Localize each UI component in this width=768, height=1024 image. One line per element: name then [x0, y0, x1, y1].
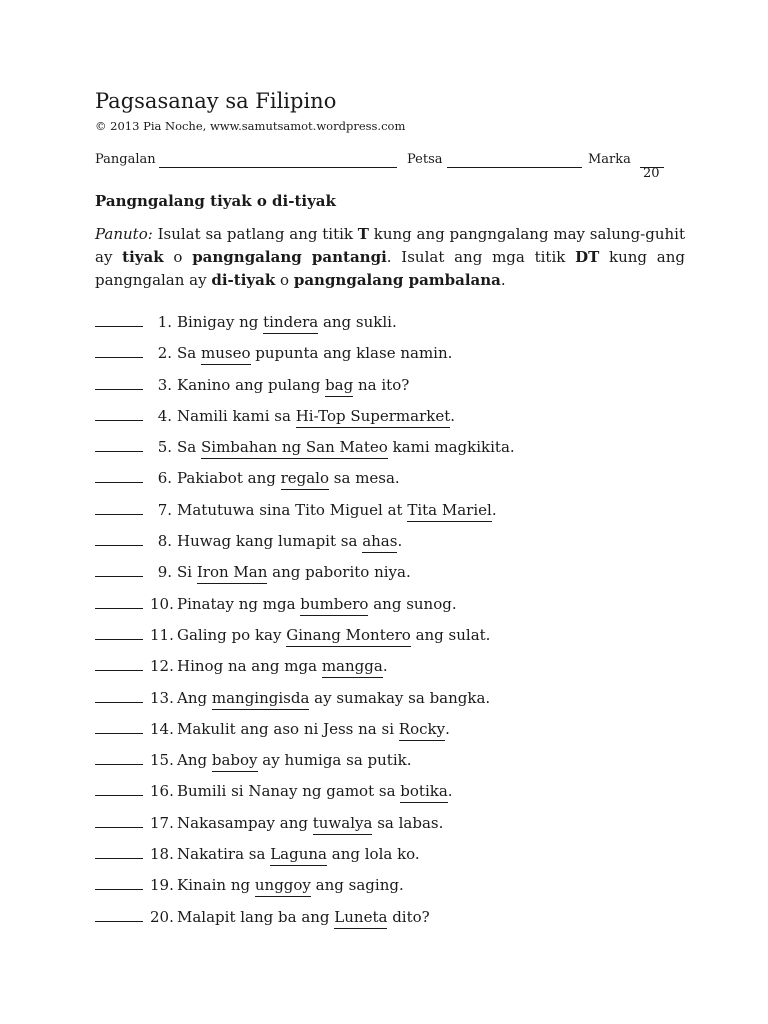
list-item [95, 719, 685, 750]
list-item [95, 437, 685, 468]
list-item [95, 375, 685, 406]
list-item [95, 625, 685, 656]
underlined-noun: tuwalya [313, 814, 373, 835]
item-number: 3. [157, 375, 172, 394]
instructions: Panuto: Isulat sa patlang ang titik T kung ang pangngalang may salung-guhit ay tiyak o pangngalang pantangi. Isulat ang mga titik DT kung ang pangngalan ay di-tiyak o pangngalang pambalana. [95, 225, 685, 289]
item-sentence: Huwag kang lumapit sa ahas. [177, 531, 402, 553]
item-sentence: Pinatay ng mga bumbero ang sunog. [177, 594, 457, 616]
underlined-noun: bumbero [300, 595, 368, 616]
answer-blank[interactable] [95, 389, 143, 390]
item-number: 8. [157, 532, 172, 551]
answer-blank[interactable] [95, 795, 143, 796]
underlined-noun: botika [400, 782, 448, 803]
list-item [95, 562, 685, 593]
list-item [95, 500, 685, 531]
list-item [95, 781, 685, 812]
list-item [95, 468, 685, 499]
answer-blank[interactable] [95, 639, 143, 640]
item-sentence: Makulit ang aso ni Jess na si Rocky. [177, 719, 450, 741]
item-sentence: Si Iron Man ang paborito niya. [177, 562, 411, 584]
underlined-noun: mangingisda [212, 689, 310, 710]
student-info-row [95, 152, 685, 182]
answer-blank[interactable] [95, 608, 143, 609]
answer-blank[interactable] [95, 451, 143, 452]
item-sentence: Kinain ng unggoy ang saging. [177, 875, 404, 897]
page-title: Pagsasanay sa Filipino [95, 89, 337, 113]
underlined-noun: Laguna [270, 845, 327, 866]
date-field-line [447, 167, 582, 168]
underlined-noun: ahas [362, 532, 397, 553]
item-number: 1. [157, 313, 172, 331]
item-sentence: Nakasampay ang tuwalya sa labas. [177, 813, 443, 835]
underlined-noun: Hi-Top Supermarket [296, 407, 451, 428]
name-field-line [159, 167, 397, 168]
item-number: 15. [150, 751, 174, 770]
score-total: 20 [643, 166, 660, 181]
underlined-noun: mangga [322, 657, 383, 678]
section-title: Pangngalang tiyak o di-tiyak [95, 192, 336, 210]
item-number: 16. [150, 782, 174, 801]
underlined-noun: regalo [281, 469, 329, 490]
item-sentence: Matutuwa sina Tito Miguel at Tita Mariel. [177, 500, 497, 522]
instructions-label: Panuto: [95, 225, 153, 243]
worksheet [95, 88, 685, 938]
answer-blank[interactable] [95, 889, 143, 890]
item-sentence: Sa Simbahan ng San Mateo kami magkikita. [177, 437, 515, 459]
item-sentence: Kanino ang pulang bag na ito? [177, 375, 409, 397]
score-label: Marka [588, 152, 631, 167]
list-item [95, 312, 685, 343]
underlined-noun: unggoy [255, 876, 311, 897]
answer-blank[interactable] [95, 357, 143, 358]
item-number: 19. [150, 876, 174, 895]
exercise-list [95, 312, 685, 938]
answer-blank[interactable] [95, 545, 143, 546]
answer-blank[interactable] [95, 482, 143, 483]
name-label: Pangalan [95, 152, 156, 167]
answer-blank[interactable] [95, 670, 143, 671]
item-number: 7. [157, 500, 172, 519]
item-number: 12. [150, 657, 174, 676]
answer-blank[interactable] [95, 326, 143, 327]
item-number: 17. [150, 813, 174, 832]
list-item [95, 844, 685, 875]
answer-blank[interactable] [95, 764, 143, 765]
item-sentence: Sa museo pupunta ang klase namin. [177, 343, 452, 365]
item-sentence: Binigay ng tindera ang sukli. [177, 312, 397, 334]
underlined-noun: museo [201, 344, 251, 365]
underlined-noun: Tita Mariel [407, 501, 492, 522]
underlined-noun: tindera [263, 313, 318, 334]
list-item [95, 875, 685, 906]
item-sentence: Ang baboy ay humiga sa putik. [177, 750, 412, 772]
item-sentence: Namili kami sa Hi-Top Supermarket. [177, 406, 455, 428]
list-item [95, 907, 685, 938]
list-item [95, 343, 685, 374]
item-sentence: Nakatira sa Laguna ang lola ko. [177, 844, 420, 866]
item-number: 4. [157, 406, 172, 425]
underlined-noun: Iron Man [197, 563, 268, 584]
list-item [95, 750, 685, 781]
item-number: 5. [157, 438, 172, 457]
answer-blank[interactable] [95, 858, 143, 859]
list-item [95, 688, 685, 719]
item-sentence: Galing po kay Ginang Montero ang sulat. [177, 625, 490, 647]
list-item [95, 813, 685, 844]
list-item [95, 531, 685, 562]
item-number: 18. [150, 845, 174, 864]
item-number: 2. [157, 344, 172, 363]
item-number: 11. [150, 625, 174, 644]
underlined-noun: Simbahan ng San Mateo [201, 438, 388, 459]
answer-blank[interactable] [95, 702, 143, 703]
answer-blank[interactable] [95, 576, 143, 577]
date-label: Petsa [407, 152, 443, 167]
answer-blank[interactable] [95, 420, 143, 421]
answer-blank[interactable] [95, 514, 143, 515]
item-number: 6. [157, 469, 172, 488]
item-sentence: Hinog na ang mga mangga. [177, 656, 388, 678]
item-sentence: Malapit lang ba ang Luneta dito? [177, 907, 430, 929]
answer-blank[interactable] [95, 827, 143, 828]
item-number: 20. [150, 907, 174, 926]
underlined-noun: bag [325, 376, 353, 397]
item-sentence: Bumili si Nanay ng gamot sa botika. [177, 781, 453, 803]
item-number: 14. [150, 719, 174, 738]
copyright-line: © 2013 Pia Noche, www.samutsamot.wordpress.com [95, 119, 406, 133]
list-item [95, 406, 685, 437]
underlined-noun: Ginang Montero [286, 626, 411, 647]
item-sentence: Pakiabot ang regalo sa mesa. [177, 468, 400, 490]
list-item [95, 594, 685, 625]
item-number: 13. [150, 688, 174, 707]
item-number: 10. [150, 594, 174, 613]
item-number: 9. [157, 563, 172, 582]
underlined-noun: Rocky [399, 720, 445, 741]
underlined-noun: baboy [212, 751, 258, 772]
underlined-noun: Luneta [334, 908, 387, 929]
answer-blank[interactable] [95, 733, 143, 734]
list-item [95, 656, 685, 687]
answer-blank[interactable] [95, 921, 143, 922]
item-sentence: Ang mangingisda ay sumakay sa bangka. [177, 688, 490, 710]
